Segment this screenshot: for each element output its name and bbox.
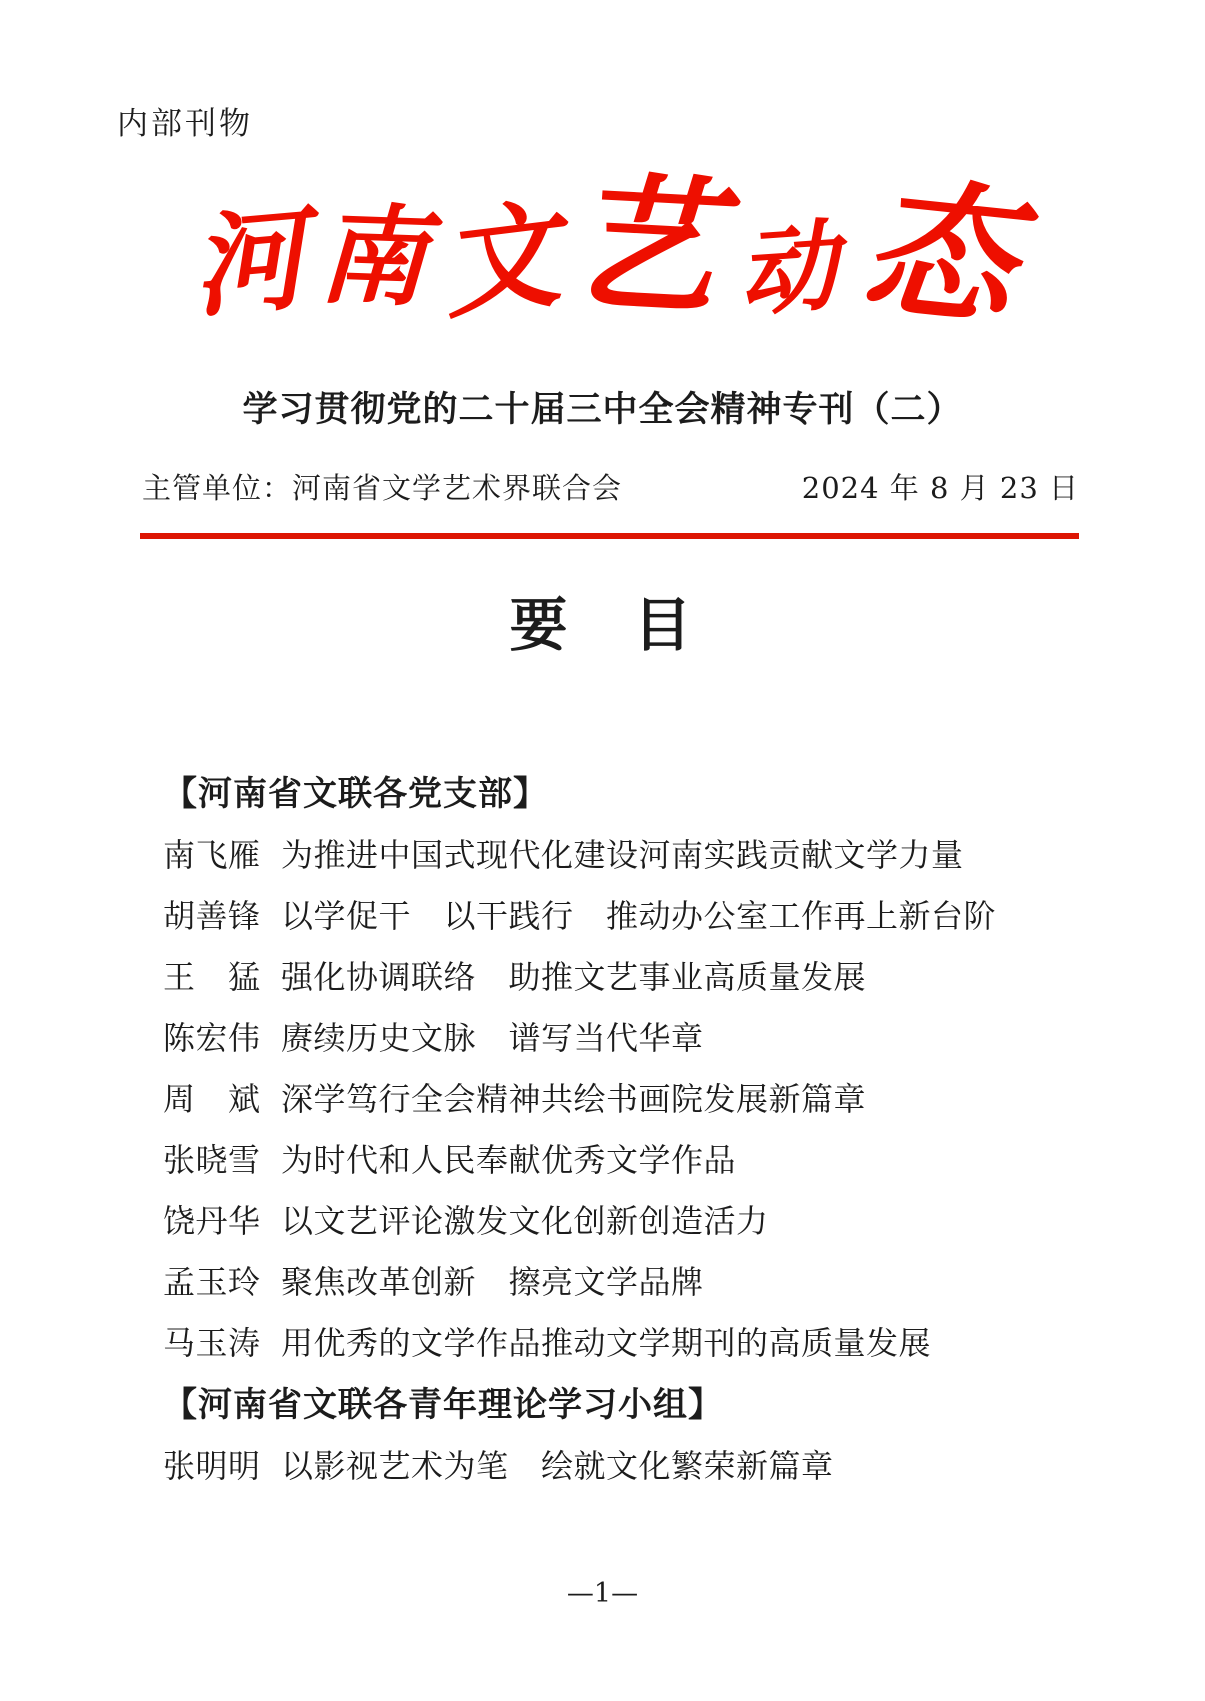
contents-heading: 要 目	[509, 591, 696, 659]
masthead-title: 河 南 文 艺 动 态	[187, 156, 1022, 349]
red-divider-rule	[140, 533, 1079, 539]
toc-item	[163, 1069, 1095, 1130]
toc-item	[163, 886, 1095, 947]
toc-item-title: 以影视艺术为笔 绘就文化繁荣新篇章	[281, 1447, 834, 1485]
toc-item-title: 用优秀的文学作品推动文学期刊的高质量发展	[281, 1324, 932, 1362]
toc-item-title: 为时代和人民奉献优秀文学作品	[281, 1141, 737, 1179]
publication-info-row	[142, 466, 1079, 507]
toc-item-author: 王 猛	[163, 958, 261, 996]
toc-section-heading-youth-theory-groups: 【河南省文联各青年理论学习小组】	[163, 1385, 723, 1425]
toc-item	[163, 1130, 1095, 1191]
toc-section-heading-party-branches: 【河南省文联各党支部】	[163, 774, 548, 814]
toc-item	[163, 1252, 1095, 1313]
toc-item-title: 以学促干 以干践行 推动办公室工作再上新台阶	[281, 897, 997, 935]
publication-date: 2024 年 8 月 23 日	[801, 471, 1079, 505]
toc-item-title: 为推进中国式现代化建设河南实践贡献文学力量	[281, 836, 964, 874]
table-of-contents	[163, 763, 1095, 1497]
toc-item-author: 饶丹华	[163, 1202, 261, 1240]
toc-item-title: 强化协调联络 助推文艺事业高质量发展	[281, 958, 867, 996]
toc-item	[163, 1008, 1095, 1069]
toc-item-author: 张晓雪	[163, 1141, 261, 1179]
toc-item-author: 马玉涛	[163, 1324, 261, 1362]
toc-item-title: 赓续历史文脉 谱写当代华章	[281, 1019, 704, 1057]
toc-item-title: 深学笃行全会精神共绘书画院发展新篇章	[281, 1080, 867, 1118]
toc-item-title: 聚焦改革创新 擦亮文学品牌	[281, 1263, 704, 1301]
toc-item	[163, 1313, 1095, 1374]
toc-item-author: 孟玉玲	[163, 1263, 261, 1301]
toc-item-author: 南飞雁	[163, 836, 261, 874]
toc-item-title: 以文艺评论激发文化创新创造活力	[281, 1202, 769, 1240]
toc-item-author: 周 斌	[163, 1080, 261, 1118]
toc-item	[163, 1191, 1095, 1252]
publisher-label: 主管单位：河南省文学艺术界联合会	[142, 471, 623, 505]
toc-item-author: 陈宏伟	[163, 1019, 261, 1057]
toc-item	[163, 947, 1095, 1008]
issue-subtitle: 学习贯彻党的二十届三中全会精神专刊（二）	[242, 389, 963, 430]
internal-publication-label: 内部刊物	[117, 106, 253, 142]
toc-item-author: 张明明	[163, 1447, 261, 1485]
toc-item	[163, 1436, 1095, 1497]
toc-item	[163, 825, 1095, 886]
toc-item-author: 胡善锋	[163, 897, 261, 935]
page-number: —1—	[566, 1578, 639, 1609]
